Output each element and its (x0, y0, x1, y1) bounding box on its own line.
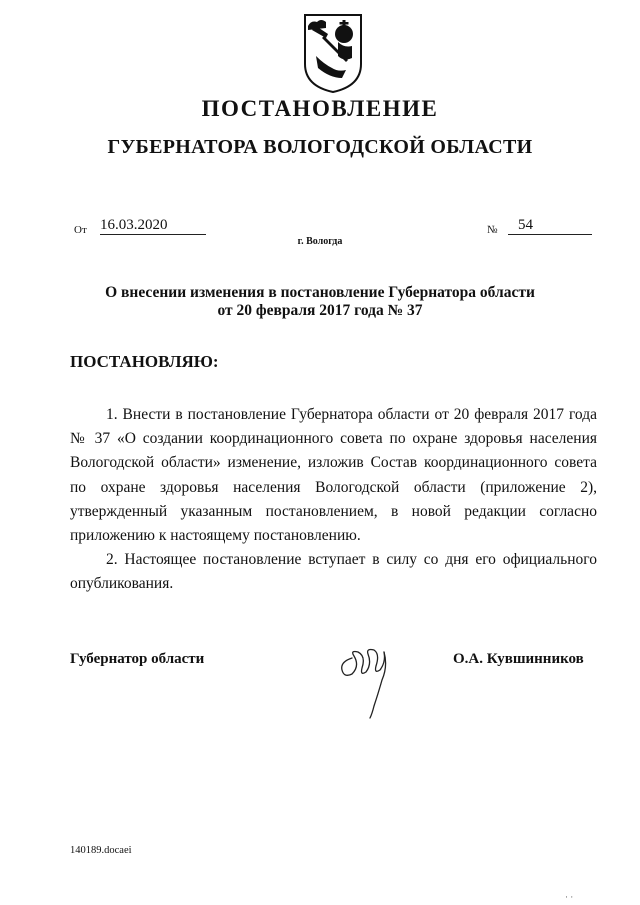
handwritten-signature (336, 636, 396, 720)
decree-word: ПОСТАНОВЛЯЮ: (70, 352, 219, 371)
page-marks: · · (565, 892, 574, 902)
document-title: ПОСТАНОВЛЕНИЕ (201, 96, 439, 121)
city-label: г. Вологда (297, 236, 343, 247)
subject-line-1: О внесении изменения в постановление Губернатора области (105, 284, 535, 301)
document-date: 16.03.2020 (100, 217, 206, 235)
coat-of-arms-icon (302, 12, 364, 94)
document-number: 54 (508, 217, 592, 235)
paragraph-1: 1. Внести в постановление Губернатора области от 20 февраля 2017 года № 37 «О создании координационного совета по охране здоровья населения Вологодской области» изменение, изложив Состав координационного совета по охране здоровья населения Вологодской области (приложение 2), утвержденный указанным постановлением, в новой редакции согласно приложению к настоящему постановлению. (70, 406, 597, 545)
document-body (70, 403, 597, 597)
signer-title: Губернатор области (70, 651, 205, 667)
paragraph-2: 2. Настоящее постановление вступает в силу со дня его официального опубликования. (70, 551, 597, 593)
document-subject (0, 284, 640, 320)
date-prefix: От (74, 224, 87, 236)
signer-name: О.А. Кувшинников (453, 651, 584, 667)
subject-line-2: от 20 февраля 2017 года № 37 (217, 302, 423, 319)
document-subtitle: ГУБЕРНАТОРА ВОЛОГОДСКОЙ ОБЛАСТИ (107, 136, 533, 158)
number-prefix: № (487, 224, 498, 236)
file-name: 140189.docaei (70, 845, 132, 856)
